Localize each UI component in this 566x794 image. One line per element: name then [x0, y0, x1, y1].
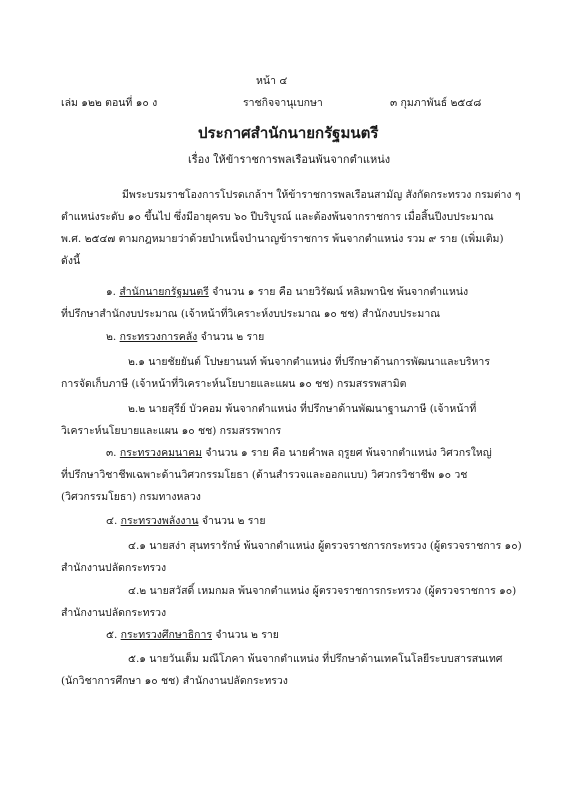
section-2-line: [106, 330, 264, 344]
section-detail: จำนวน ๑ ราย คือ นายคำพล ฤรูยศ พ้นจากตำแหน่ง วิศวกรใหญ่: [205, 447, 492, 459]
sub-item-2-2-cont: วิเคราะห์นโยบายและแผน ๑๐ ชช) กรมสรรพากร: [61, 425, 282, 437]
section-number: ๕.: [106, 629, 118, 641]
sub-item-5-1-cont: (นักวิชาการศึกษา ๑๐ ชช) สำนักงานปลัดกระทรวง: [61, 675, 288, 687]
section-detail: จำนวน ๑ ราย คือ นายวิรัฒน์ หลิมพานิช พ้นจากตำแหน่ง: [212, 286, 469, 298]
sub-item-5-1: ๕.๑ นายวันเต็ม มณีโภคา พ้นจากตำแหน่ง ที่ปรึกษาด้านเทคโนโลยีระบบสารสนเทศ: [128, 653, 503, 665]
section-1-continuation: ที่ปรึกษาสำนักงบประมาณ (เจ้าหน้าที่วิเคราะห์งบประมาณ ๑๐ ชช) สำนักงบประมาณ: [61, 308, 440, 320]
page-number: หน้า ๔: [256, 75, 288, 87]
sub-item-4-2-cont: สำนักงานปลัดกระทรวง: [61, 607, 167, 619]
section-1-line: [106, 285, 468, 299]
ministry-name: สำนักนายกรัฐมนตรี: [119, 286, 209, 298]
volume-issue: เล่ม ๑๒๒ ตอนที่ ๑๐ ง: [61, 97, 158, 109]
section-number: ๔.: [106, 515, 118, 527]
sub-item-2-1-cont: การจัดเก็บภาษี (เจ้าหน้าที่วิเคราะห์นโยบายและแผน ๑๐ ชช) กรมสรรพสามิต: [61, 378, 407, 390]
section-number: ๑.: [106, 286, 117, 298]
publish-date: ๓ กุมภาพันธ์ ๒๕๔๘: [390, 97, 482, 109]
sub-item-4-1-cont: สำนักงานปลัดกระทรวง: [61, 562, 167, 574]
ministry-name: กระทรวงการคลัง: [119, 331, 198, 343]
section-number: ๓.: [106, 447, 117, 459]
section-detail: จำนวน ๒ ราย: [215, 629, 279, 641]
section-3-line: [106, 446, 492, 460]
intro-line: ดังนี้: [61, 255, 81, 267]
sub-item-2-1: ๒.๑ นายชัยยันต์ โปษยานนท์ พ้นจากตำแหน่ง ที่ปรึกษาด้านการพัฒนาและบริหาร: [128, 356, 490, 368]
intro-line: ตำแหน่งระดับ ๑๐ ขึ้นไป ซึ่งมีอายุครบ ๖๐ ปีบริบูรณ์ และต้องพ้นจากราชการ เมื่อสิ้นปีงบประมาณ: [61, 211, 494, 223]
section-3-line-2: ที่ปรึกษาวิชาชีพเฉพาะด้านวิศวกรรมโยธา (ด้านสำรวจและออกแบบ) วิศวกรวิชาชีพ ๑๐ วช: [61, 469, 468, 481]
section-4-line: [106, 514, 265, 528]
announcement-subject: เรื่อง ให้ข้าราชการพลเรือนพ้นจากตำแหน่ง: [188, 153, 391, 166]
section-number: ๒.: [106, 331, 117, 343]
section-3-line-3: (วิศวกรรมโยธา) กรมทางหลวง: [61, 491, 201, 503]
sub-item-2-2: ๒.๒ นายสุรีย์ บัวคอม พ้นจากตำแหน่ง ที่ปรึกษาด้านพัฒนาฐานภาษี (เจ้าหน้าที่: [128, 403, 477, 415]
ministry-name: กระทรวงคมนาคม: [119, 447, 203, 459]
intro-line: พ.ศ. ๒๕๔๗ ตามกฎหมายว่าด้วยบำเหน็จบำนาญข้าราชการ พ้นจากตำแหน่ง รวม ๙ ราย (เพิ่มเติม): [61, 233, 504, 245]
intro-line: มีพระบรมราชโองการโปรดเกล้าฯ ให้ข้าราชการพลเรือนสามัญ สังกัดกระทรวง กรมต่าง ๆ: [122, 189, 521, 201]
ministry-name: กระทรวงศึกษาธิการ: [120, 629, 213, 641]
sub-item-4-1: ๔.๑ นายสง่า สุนทรารักษ์ พ้นจากตำแหน่ง ผู้ตรวจราชการกระทรวง (ผู้ตรวจราชการ ๑๐): [128, 540, 522, 552]
announcement-title: ประกาศสำนักนายกรัฐมนตรี: [198, 124, 379, 142]
section-5-line: [106, 628, 279, 642]
section-detail: จำนวน ๒ ราย: [200, 331, 265, 343]
sub-item-4-2: ๔.๒ นายสวัสดิ์ เหมกมล พ้นจากตำแหน่ง ผู้ตรวจราชการกระทรวง (ผู้ตรวจราชการ ๑๐): [128, 585, 517, 597]
gazette-name: ราชกิจจานุเบกษา: [243, 97, 323, 109]
section-detail: จำนวน ๒ ราย: [201, 515, 266, 527]
ministry-name: กระทรวงพลังงาน: [120, 515, 199, 527]
